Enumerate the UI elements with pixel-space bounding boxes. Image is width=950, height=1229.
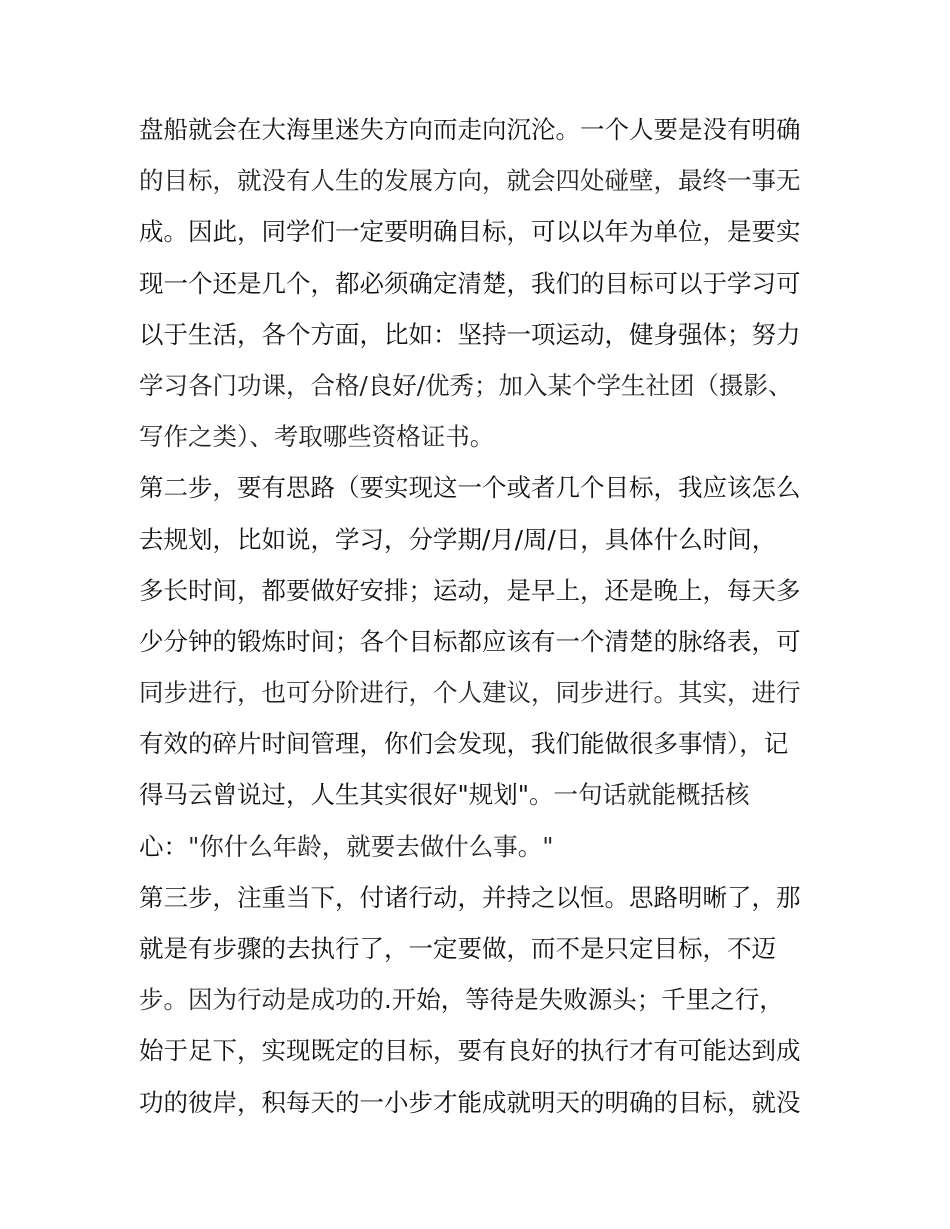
text-line-6-part-a: 学习各门功课，合格/ [139, 370, 368, 400]
text-line-1: 盘船就会在大海里迷失方向而走向沉沦。一个人要是没有明确 [139, 115, 801, 144]
text-line-9: 去规划，比如说，学习，分学期/月/周/日，具体什么时间， [139, 524, 777, 554]
text-line-18-part-a: 步。因为行动是成功的 [139, 985, 384, 1015]
text-line-12: 同步进行，也可分阶进行，个人建议，同步进行。其实，进行 [139, 678, 801, 708]
text-line-13: 有效的碎片时间管理，你们会发现，我们能做很多事情），记 [139, 729, 789, 759]
text-line-10: 多长时间，都要做好安排；运动，是早上，还是晚上，每天多 [139, 575, 801, 605]
text-line-16: 第三步，注重当下，付诸行动，并持之以恒。思路明晰了，那 [139, 882, 801, 912]
text-line-5: 以于生活，各个方面，比如：坚持一项运动，健身强体；努力 [139, 319, 801, 349]
document-body [139, 104, 819, 1128]
text-line-8: 第二步，要有思路（要实现这一个或者几个目标，我应该怎么 [139, 473, 801, 503]
text-line-17: 就是有步骤的去执行了，一定要做，而不是只定目标，不迈 [139, 934, 776, 963]
text-line-20: 功的彼岸，积每天的一小步才能成就明天的明确的目标，就没 [139, 1087, 801, 1117]
text-line-2: 的目标，就没有人生的发展方向，就会四处碰壁，最终一事无 [139, 166, 801, 196]
text-line-15 [139, 821, 819, 872]
text-line-18-part-b: .开始，等待是失败源头；千里之行， [384, 985, 784, 1015]
text-line-14 [139, 769, 819, 820]
text-line-6 [139, 360, 819, 411]
text-line-18 [139, 974, 819, 1025]
text-line-14-part-b: 。一句话就能概括核 [529, 780, 750, 810]
text-line-11: 少分钟的锻炼时间；各个目标都应该有一个清楚的脉络表，可 [139, 626, 801, 656]
text-line-6-part-b: 良好 [367, 370, 417, 400]
text-line-4: 现一个还是几个，都必须确定清楚，我们的目标可以于学习可 [139, 268, 801, 298]
text-line-6-part-c: /优秀；加入某个学生社团（摄影、 [416, 370, 793, 400]
text-line-14-part-a: 得马云曾说过，人生其实很好"规划" [139, 780, 530, 810]
text-line-15-part-a: 心： [139, 831, 188, 861]
text-line-7: 写作之类）、考取哪些资格证书。 [139, 422, 495, 452]
text-line-19: 始于足下，实现既定的目标，要有良好的执行才有可能达到成 [139, 1036, 801, 1066]
text-line-15-part-b: "你什么年龄，就要去做什么事。" [188, 831, 554, 861]
text-line-3: 成。因此，同学们一定要明确目标，可以以年为单位，是要实 [139, 217, 801, 247]
